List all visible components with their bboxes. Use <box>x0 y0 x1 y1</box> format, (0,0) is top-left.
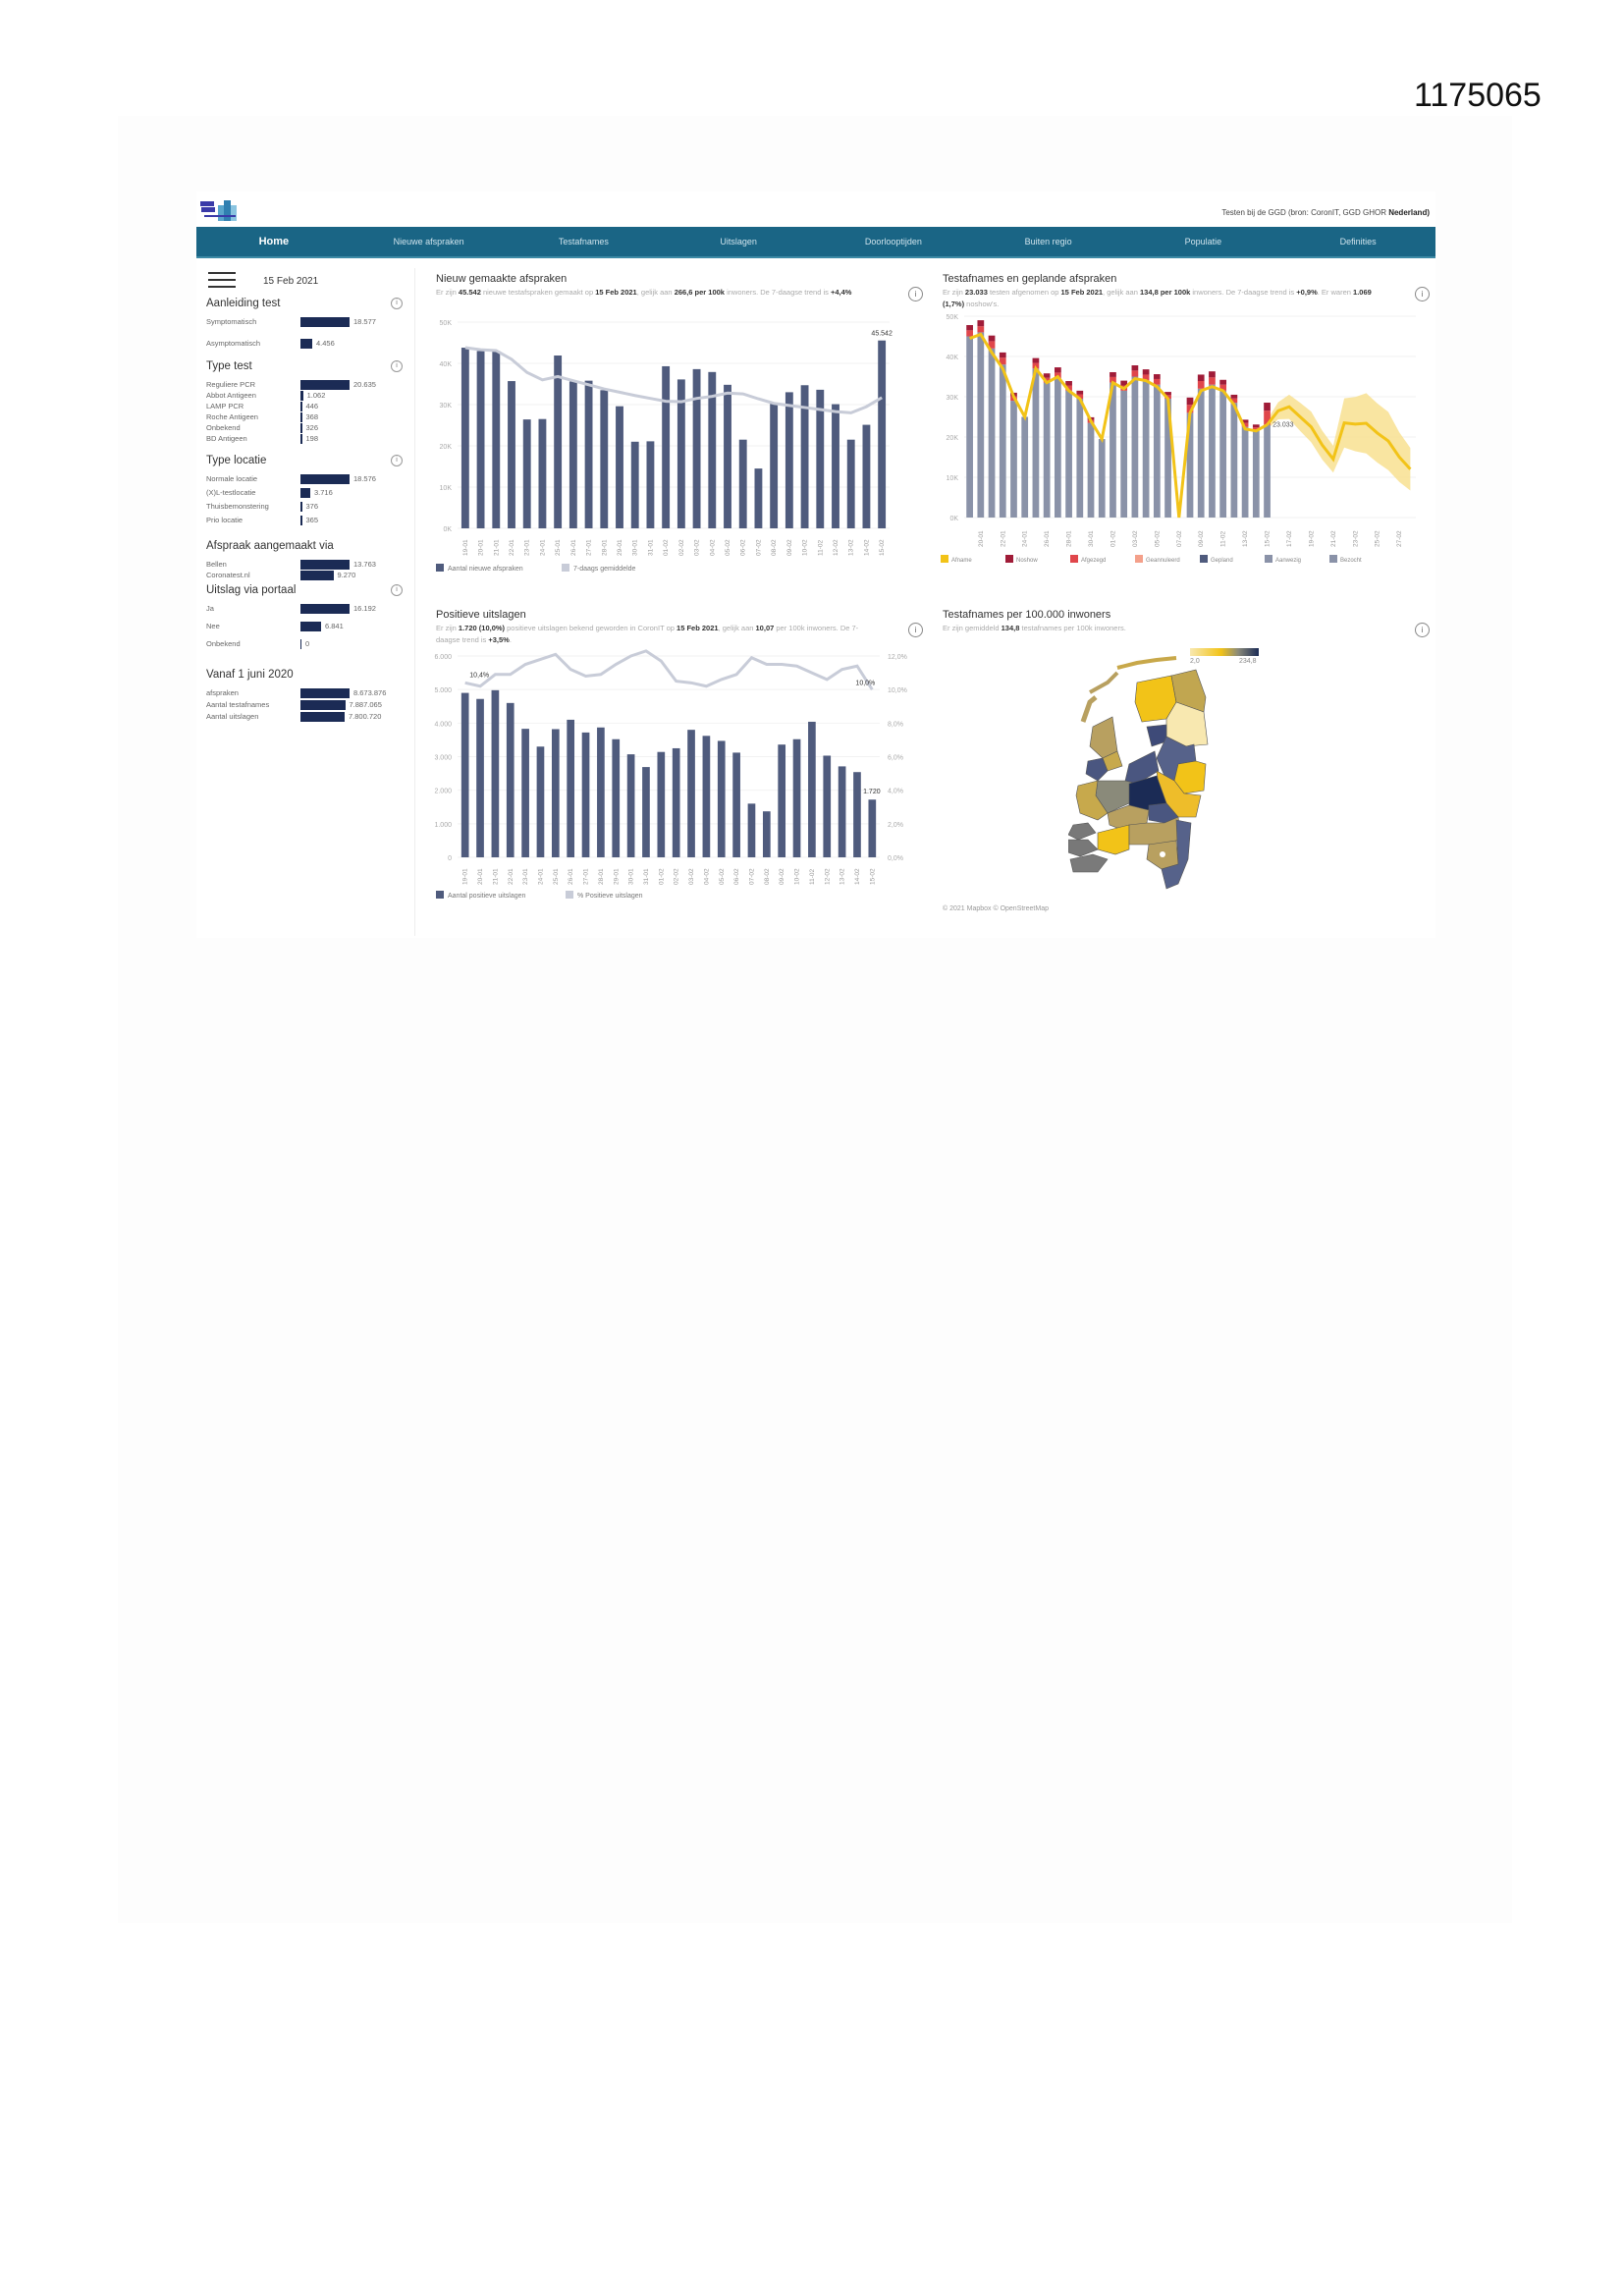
bar <box>300 474 350 484</box>
bar-label: Asymptomatisch <box>206 339 261 348</box>
scale-min-label: 2,0 <box>1190 658 1200 665</box>
info-icon[interactable]: i <box>391 584 403 596</box>
svg-text:28-01: 28-01 <box>1065 530 1073 547</box>
color-scale-legend <box>1190 648 1269 678</box>
bar-label: BD Antigeen <box>206 434 247 443</box>
svg-text:03-02: 03-02 <box>688 868 696 885</box>
svg-text:29-01: 29-01 <box>613 868 621 885</box>
bar-value: 4.456 <box>316 339 335 348</box>
svg-text:10-02: 10-02 <box>801 539 809 556</box>
svg-text:15-02: 15-02 <box>1264 530 1272 547</box>
map-credit: © 2021 Mapbox © OpenStreetMap <box>943 905 1049 912</box>
sidebar-section-0 <box>206 298 403 358</box>
svg-text:Noshow: Noshow <box>1016 558 1038 564</box>
bar <box>300 639 301 649</box>
svg-text:05-02: 05-02 <box>725 539 731 556</box>
svg-text:20K: 20K <box>946 435 958 442</box>
bar-row[interactable] <box>206 569 403 579</box>
svg-text:09-02: 09-02 <box>785 539 793 556</box>
panel-title: Testafnames per 100.000 inwoners <box>943 609 1111 621</box>
svg-text:0K: 0K <box>443 526 452 533</box>
svg-text:25-02: 25-02 <box>1374 530 1381 547</box>
svg-text:12-02: 12-02 <box>824 868 832 885</box>
nav-tab-nieuwe-afspraken[interactable]: Nieuwe afspraken <box>393 237 464 246</box>
svg-text:10,0%: 10,0% <box>855 680 876 687</box>
bar-label: Prio locatie <box>206 516 244 524</box>
svg-text:0: 0 <box>448 855 452 862</box>
svg-text:27-02: 27-02 <box>1396 530 1404 547</box>
panel-title: Nieuw gemaakte afspraken <box>436 273 568 285</box>
svg-text:19-01: 19-01 <box>461 868 469 885</box>
hamburger-menu-icon[interactable] <box>208 272 236 290</box>
nav-tab-buiten-regio[interactable]: Buiten regio <box>1024 237 1072 246</box>
svg-text:20-01: 20-01 <box>477 868 485 885</box>
scale-max-label: 234,8 <box>1239 658 1257 665</box>
nav-tab-populatie[interactable]: Populatie <box>1184 237 1222 246</box>
svg-text:04-02: 04-02 <box>703 868 711 885</box>
bar-row[interactable] <box>206 410 403 421</box>
selected-date[interactable]: 15 Feb 2021 <box>263 276 319 287</box>
svg-text:28-01: 28-01 <box>601 539 609 556</box>
bar-row[interactable] <box>206 500 403 514</box>
section-title: Type locatie <box>206 455 267 466</box>
bar <box>300 502 302 512</box>
svg-text:06-02: 06-02 <box>739 539 747 556</box>
svg-text:3.000: 3.000 <box>434 754 452 762</box>
svg-text:26-01: 26-01 <box>568 868 575 885</box>
bar-value: 9.270 <box>337 571 356 579</box>
svg-text:25-01: 25-01 <box>552 868 560 885</box>
bar-label: Onbekend <box>206 423 241 432</box>
bar-label: Ja <box>206 604 214 613</box>
bar-value: 198 <box>305 434 319 443</box>
svg-text:40K: 40K <box>946 355 958 361</box>
svg-text:31-01: 31-01 <box>647 539 655 556</box>
bar <box>300 317 350 327</box>
svg-text:03-02: 03-02 <box>1131 530 1139 547</box>
panel-nieuwe-afspraken <box>436 273 927 573</box>
svg-text:19-01: 19-01 <box>461 539 469 556</box>
bar-row[interactable] <box>206 710 403 722</box>
svg-text:8,0%: 8,0% <box>888 721 903 729</box>
bar-label: Onbekend <box>206 639 241 648</box>
svg-text:30-01: 30-01 <box>631 539 639 556</box>
bar-value: 365 <box>305 516 319 524</box>
svg-text:50K: 50K <box>439 320 452 327</box>
bar-value: 0 <box>305 639 310 648</box>
info-icon[interactable]: i <box>1415 287 1430 301</box>
bar-value: 368 <box>305 412 319 421</box>
bar-label: Normale locatie <box>206 474 258 483</box>
bar <box>300 604 350 614</box>
sidebar <box>196 268 415 936</box>
sidebar-section-5 <box>206 669 403 722</box>
svg-text:07-02: 07-02 <box>755 539 763 556</box>
svg-text:24-01: 24-01 <box>1021 530 1029 547</box>
bar-value: 3.716 <box>314 488 333 497</box>
info-icon[interactable]: i <box>391 298 403 309</box>
svg-text:10-02: 10-02 <box>793 868 801 885</box>
bar-value: 326 <box>305 423 319 432</box>
svg-text:10K: 10K <box>439 485 452 492</box>
svg-text:Bezocht: Bezocht <box>1340 558 1362 564</box>
panel-testafnames <box>943 273 1434 564</box>
svg-text:45.542: 45.542 <box>871 330 893 338</box>
svg-text:13-02: 13-02 <box>847 539 855 556</box>
bar-label: Reguliere PCR <box>206 380 256 389</box>
dashboard <box>196 191 1435 938</box>
bar-value: 446 <box>305 402 319 410</box>
bar-row[interactable] <box>206 620 403 637</box>
panel-testafnames-per-100k <box>943 609 1434 933</box>
panel-summary: Er zijn 45.542 nieuwe testafspraken gemaakt op 15 Feb 2021, gelijk aan 266,6 per 100k inwoners. De 7-daagse trend is +4,4% <box>436 288 852 297</box>
bar-value: 16.192 <box>353 604 376 613</box>
bar-row[interactable] <box>206 315 403 337</box>
svg-text:12,0%: 12,0% <box>888 654 907 661</box>
svg-text:23-01: 23-01 <box>523 539 531 556</box>
section-title: Vanaf 1 juni 2020 <box>206 669 294 681</box>
svg-text:Geannuleerd: Geannuleerd <box>1146 558 1180 564</box>
svg-text:02-02: 02-02 <box>677 539 685 556</box>
choropleth-map-netherlands[interactable] <box>1068 648 1265 894</box>
svg-text:13-02: 13-02 <box>1242 530 1250 547</box>
svg-text:4,0%: 4,0% <box>888 788 903 795</box>
svg-text:02-02: 02-02 <box>673 868 680 885</box>
svg-text:11-02: 11-02 <box>817 539 825 556</box>
bar <box>300 712 345 722</box>
chart-testafnames <box>937 312 1428 607</box>
bar-label: Bellen <box>206 560 227 569</box>
bar-label: afspraken <box>206 688 239 697</box>
svg-text:Aantal positieve uitslagen: Aantal positieve uitslagen <box>448 893 526 900</box>
chart-positieve-uitslagen <box>428 648 939 943</box>
svg-text:24-01: 24-01 <box>539 539 547 556</box>
bar-value: 6.841 <box>325 622 344 630</box>
bar <box>300 434 302 444</box>
svg-text:Aanwezig: Aanwezig <box>1275 558 1302 564</box>
bar-row[interactable] <box>206 637 403 655</box>
nav-tab-definities[interactable]: Definities <box>1339 237 1377 246</box>
top-nav <box>196 227 1435 258</box>
bar <box>300 700 346 710</box>
svg-text:23.033: 23.033 <box>1272 421 1294 429</box>
info-icon[interactable]: i <box>391 360 403 372</box>
svg-text:26-01: 26-01 <box>569 539 577 556</box>
bar-row[interactable] <box>206 602 403 620</box>
svg-text:10K: 10K <box>946 475 958 482</box>
svg-text:5.000: 5.000 <box>434 687 452 695</box>
bar-label: Aantal uitslagen <box>206 712 259 721</box>
panel-title: Positieve uitslagen <box>436 609 526 621</box>
svg-text:15-02: 15-02 <box>879 539 887 556</box>
sidebar-section-2 <box>206 455 403 527</box>
svg-text:Afname: Afname <box>951 558 972 564</box>
svg-text:24-01: 24-01 <box>537 868 545 885</box>
document-id: 1175065 <box>1414 77 1542 114</box>
svg-text:15-02: 15-02 <box>869 868 877 885</box>
bar <box>300 488 310 498</box>
svg-text:1.000: 1.000 <box>434 821 452 829</box>
svg-text:12-02: 12-02 <box>833 539 839 556</box>
svg-text:23-01: 23-01 <box>522 868 530 885</box>
ggd-logo-icon <box>200 199 255 221</box>
svg-text:Afgezegd: Afgezegd <box>1081 558 1107 564</box>
bar-value: 20.635 <box>353 380 376 389</box>
bar <box>300 339 312 349</box>
svg-text:10,0%: 10,0% <box>888 687 907 695</box>
svg-text:30K: 30K <box>946 395 958 402</box>
info-icon[interactable]: i <box>908 623 923 637</box>
svg-text:4.000: 4.000 <box>434 721 452 729</box>
bar-label: Coronatest.nl <box>206 571 250 579</box>
svg-text:13-02: 13-02 <box>839 868 846 885</box>
panel-summary: Er zijn 1.720 (10,0%) positieve uitslagen bekend geworden in CoronIT op 15 Feb 2021, gelijk aan 10,07 per 100k inwoners. De 7-daagse trend is +3,5%. <box>436 624 859 644</box>
nav-tab-doorlooptijden[interactable]: Doorlooptijden <box>864 237 922 246</box>
bar-row[interactable] <box>206 558 403 569</box>
svg-text:29-01: 29-01 <box>617 539 623 556</box>
svg-text:7-daags gemiddelde: 7-daags gemiddelde <box>573 566 636 573</box>
svg-text:01-02: 01-02 <box>663 539 671 556</box>
svg-text:27-01: 27-01 <box>582 868 590 885</box>
bar-label: Symptomatisch <box>206 317 257 326</box>
svg-text:10,4%: 10,4% <box>469 672 490 680</box>
svg-text:0K: 0K <box>949 516 958 522</box>
svg-text:07-02: 07-02 <box>748 868 756 885</box>
svg-text:6.000: 6.000 <box>434 654 452 661</box>
svg-text:21-02: 21-02 <box>1329 530 1337 547</box>
nav-tab-home[interactable]: Home <box>258 236 290 247</box>
svg-text:0,0%: 0,0% <box>888 855 903 862</box>
svg-text:31-01: 31-01 <box>642 868 650 885</box>
panel-positieve-uitslagen <box>434 609 927 900</box>
bar-row[interactable] <box>206 400 403 410</box>
svg-text:19-02: 19-02 <box>1308 530 1316 547</box>
svg-text:01-02: 01-02 <box>658 868 666 885</box>
nav-tab-testafnames[interactable]: Testafnames <box>558 237 609 246</box>
svg-text:30K: 30K <box>439 403 452 410</box>
svg-text:09-02: 09-02 <box>779 868 786 885</box>
svg-text:11-02: 11-02 <box>1219 530 1227 547</box>
bar-value: 13.763 <box>353 560 376 569</box>
svg-text:04-02: 04-02 <box>709 539 717 556</box>
bar-value: 1.062 <box>306 391 326 400</box>
info-icon[interactable]: i <box>908 287 923 301</box>
svg-text:26-01: 26-01 <box>1044 530 1052 547</box>
svg-text:22-01: 22-01 <box>1000 530 1007 547</box>
section-title: Uitslag via portaal <box>206 584 297 596</box>
bar-label: Abbot Antigeen <box>206 391 256 400</box>
bar-label: Aantal testafnames <box>206 700 270 709</box>
bar-row[interactable] <box>206 472 403 486</box>
svg-text:% Positieve uitslagen: % Positieve uitslagen <box>577 893 643 900</box>
svg-text:27-01: 27-01 <box>585 539 593 556</box>
svg-text:1.720: 1.720 <box>863 789 881 796</box>
svg-text:30-01: 30-01 <box>1088 530 1096 547</box>
svg-text:08-02: 08-02 <box>771 539 779 556</box>
svg-text:2.000: 2.000 <box>434 788 452 795</box>
svg-text:21-01: 21-01 <box>492 868 500 885</box>
section-title: Type test <box>206 360 252 372</box>
bar-value: 7.887.065 <box>349 700 382 709</box>
bar-row[interactable] <box>206 378 403 389</box>
bar-row[interactable] <box>206 486 403 500</box>
svg-text:21-01: 21-01 <box>493 539 501 556</box>
svg-text:25-01: 25-01 <box>555 539 563 556</box>
svg-text:09-02: 09-02 <box>1198 530 1206 547</box>
bar-label: Nee <box>206 622 220 630</box>
sidebar-section-4 <box>206 584 403 655</box>
bar-value: 18.576 <box>353 474 376 483</box>
bar <box>300 516 302 525</box>
svg-text:14-02: 14-02 <box>863 539 871 556</box>
panel-summary: Er zijn 23.033 testen afgenomen op 15 Feb 2021, gelijk aan 134,8 per 100k inwoners. De 7-daagse trend is +0,9%. Er waren 1.069 (1,7%) noshow's. <box>943 288 1372 308</box>
sidebar-section-3 <box>206 540 403 579</box>
info-icon[interactable]: i <box>391 455 403 466</box>
svg-text:01-02: 01-02 <box>1110 530 1117 547</box>
bar-row[interactable] <box>206 389 403 400</box>
bar-label: (X)L-testlocatie <box>206 488 256 497</box>
svg-text:28-01: 28-01 <box>597 868 605 885</box>
section-title: Aanleiding test <box>206 298 281 309</box>
panel-title: Testafnames en geplande afspraken <box>943 273 1117 285</box>
panel-summary: Er zijn gemiddeld 134,8 testafnames per 100k inwoners. <box>943 624 1126 632</box>
bar-row[interactable] <box>206 698 403 710</box>
svg-text:05-02: 05-02 <box>718 868 726 885</box>
svg-text:20-01: 20-01 <box>977 530 985 547</box>
svg-text:50K: 50K <box>946 314 958 321</box>
svg-text:03-02: 03-02 <box>693 539 701 556</box>
bar-label: Thuisbemonstering <box>206 502 269 511</box>
svg-text:17-02: 17-02 <box>1285 530 1293 547</box>
svg-text:2,0%: 2,0% <box>888 821 903 829</box>
svg-text:23-02: 23-02 <box>1352 530 1360 547</box>
bar-row[interactable] <box>206 432 403 443</box>
bar-row[interactable] <box>206 514 403 527</box>
svg-text:20K: 20K <box>439 444 452 451</box>
svg-text:40K: 40K <box>439 361 452 368</box>
bar <box>300 622 321 631</box>
chart-nieuwe-afspraken <box>428 314 919 609</box>
svg-text:6,0%: 6,0% <box>888 754 903 762</box>
data-source-note: Testen bij de GGD (bron: CoronIT, GGD GHOR Nederland) <box>1221 208 1430 217</box>
info-icon[interactable]: i <box>1415 623 1430 637</box>
bar-value: 376 <box>305 502 319 511</box>
bar-value: 7.800.720 <box>349 712 382 721</box>
svg-text:Gepland: Gepland <box>1211 558 1233 564</box>
bar-value: 8.673.876 <box>353 688 387 697</box>
svg-text:22-01: 22-01 <box>507 868 514 885</box>
bar <box>300 571 334 580</box>
svg-text:Aantal nieuwe afspraken: Aantal nieuwe afspraken <box>448 566 523 573</box>
svg-text:22-01: 22-01 <box>509 539 515 556</box>
svg-text:06-02: 06-02 <box>733 868 741 885</box>
bar-row[interactable] <box>206 337 403 358</box>
svg-text:14-02: 14-02 <box>853 868 861 885</box>
svg-text:11-02: 11-02 <box>808 868 816 885</box>
bar-value: 18.577 <box>353 317 376 326</box>
svg-text:08-02: 08-02 <box>763 868 771 885</box>
nav-tab-uitslagen[interactable]: Uitslagen <box>720 237 757 246</box>
svg-text:20-01: 20-01 <box>477 539 485 556</box>
sidebar-section-1 <box>206 360 403 443</box>
bar-row[interactable] <box>206 686 403 698</box>
bar-label: LAMP PCR <box>206 402 244 410</box>
svg-text:07-02: 07-02 <box>1175 530 1183 547</box>
svg-text:30-01: 30-01 <box>627 868 635 885</box>
svg-text:05-02: 05-02 <box>1154 530 1162 547</box>
bar-row[interactable] <box>206 421 403 432</box>
bar <box>300 688 350 698</box>
bar-label: Roche Antigeen <box>206 412 258 421</box>
section-title: Afspraak aangemaakt via <box>206 540 334 552</box>
